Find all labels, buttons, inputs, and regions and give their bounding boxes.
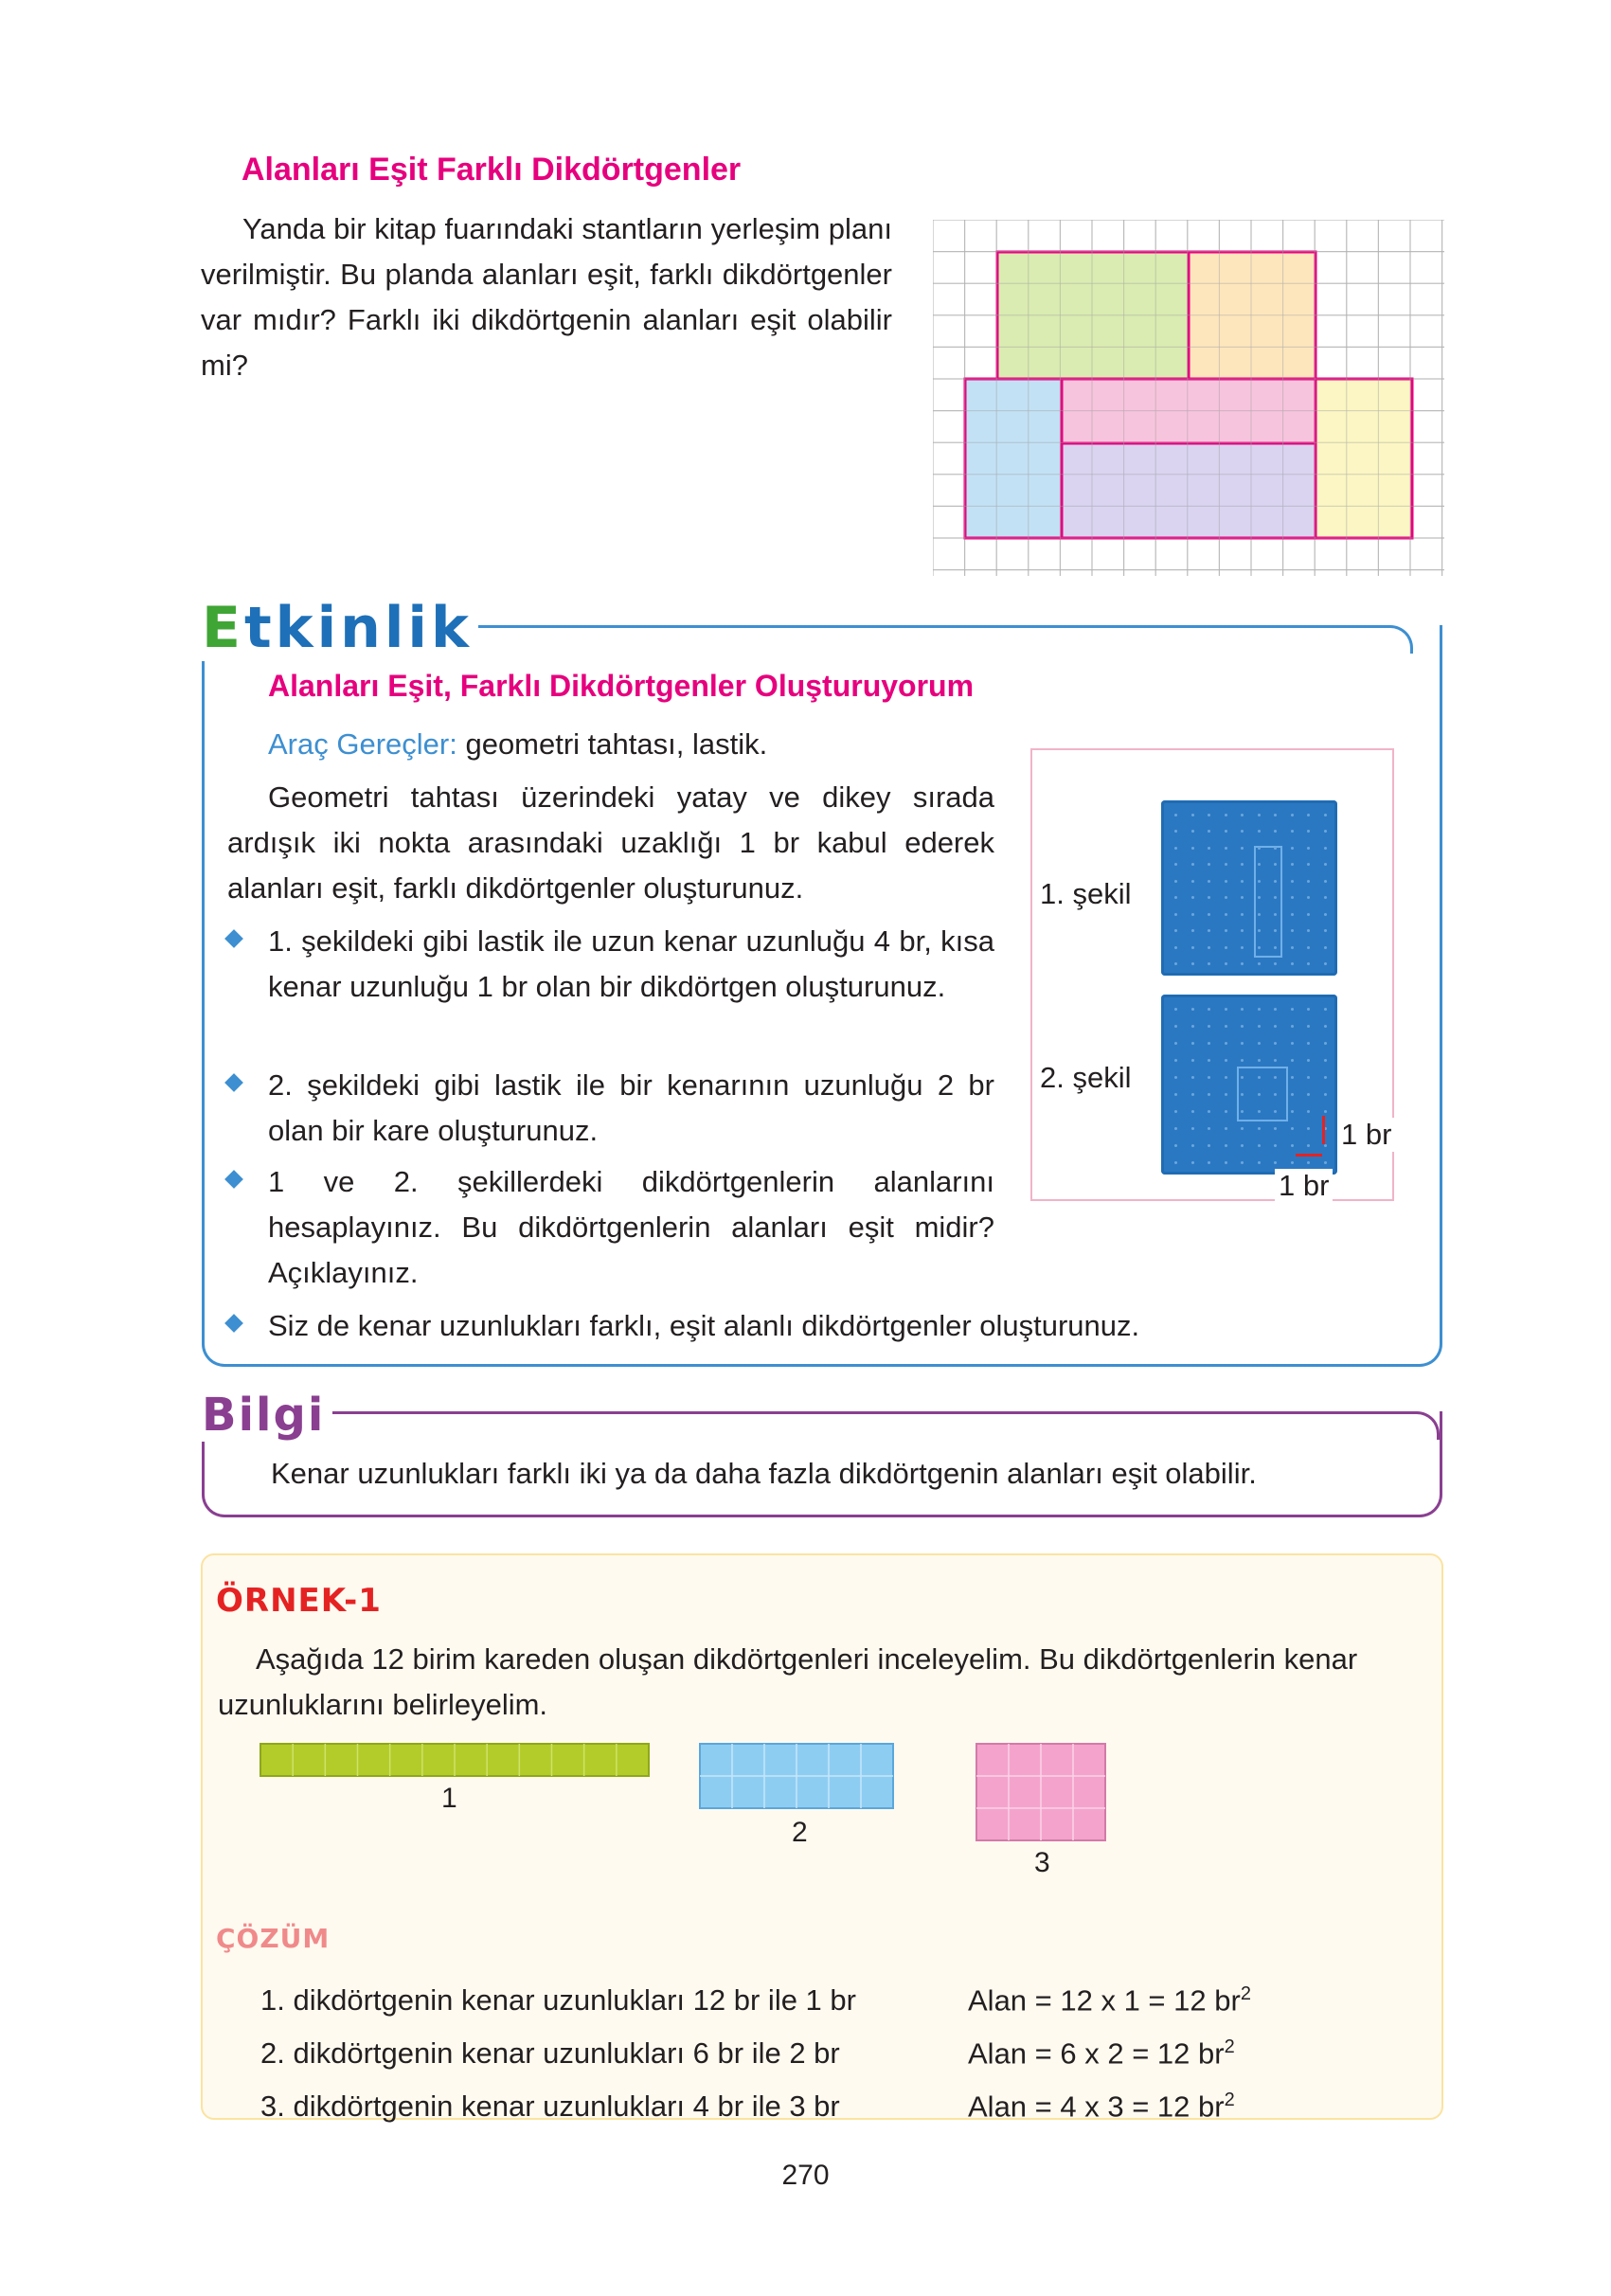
- peg: [1307, 896, 1310, 899]
- solution-text-1: 1. dikdörtgenin kenar uzunlukları 12 br ile 1 br: [260, 1983, 856, 2017]
- peg: [1307, 847, 1310, 850]
- peg: [1225, 814, 1227, 816]
- peg: [1258, 847, 1261, 850]
- peg: [1174, 896, 1177, 899]
- peg: [1191, 1025, 1194, 1028]
- peg: [1191, 913, 1194, 916]
- peg: [1291, 913, 1294, 916]
- peg: [1274, 1042, 1277, 1045]
- peg: [1225, 1059, 1227, 1062]
- peg: [1324, 830, 1327, 833]
- peg: [1174, 929, 1177, 932]
- peg: [1324, 1042, 1327, 1045]
- solution-text-2: 2. dikdörtgenin kenar uzunlukları 6 br ile 2 br: [260, 2036, 840, 2070]
- etkinlik-title: Alanları Eşit, Farklı Dikdörtgenler Oluşturuyorum: [268, 669, 975, 703]
- peg: [1291, 962, 1294, 965]
- peg: [1241, 1127, 1244, 1130]
- peg: [1174, 913, 1177, 916]
- peg: [1241, 1008, 1244, 1011]
- peg: [1324, 847, 1327, 850]
- peg: [1307, 1110, 1310, 1113]
- peg: [1191, 1008, 1194, 1011]
- peg: [1174, 814, 1177, 816]
- peg: [1208, 1093, 1210, 1096]
- peg: [1241, 1059, 1244, 1062]
- peg: [1258, 1161, 1261, 1164]
- peg: [1208, 863, 1210, 866]
- peg: [1208, 1127, 1210, 1130]
- peg: [1307, 913, 1310, 916]
- peg: [1307, 1059, 1310, 1062]
- peg: [1258, 830, 1261, 833]
- etkinlik-paragraph: [227, 775, 994, 911]
- peg: [1324, 1076, 1327, 1079]
- page-number: 270: [781, 2160, 830, 2191]
- peg: [1191, 962, 1194, 965]
- peg: [1307, 1093, 1310, 1096]
- unit-label-right: 1 br: [1337, 1118, 1395, 1152]
- ornek-title: ÖRNEK-1: [216, 1582, 382, 1620]
- bullet-text: 2. şekildeki gibi lastik ile bir kenarının uzunluğu 2 br olan bir kare oluşturunuz.: [268, 1068, 994, 1147]
- peg: [1225, 962, 1227, 965]
- peg: [1174, 1093, 1177, 1096]
- peg: [1225, 896, 1227, 899]
- fair-floor-plan: [933, 220, 1444, 576]
- rectangle-6x2: [699, 1743, 894, 1809]
- peg: [1291, 1042, 1294, 1045]
- peg: [1241, 929, 1244, 932]
- peg: [1258, 1110, 1261, 1113]
- peg: [1324, 1008, 1327, 1011]
- peg: [1324, 1110, 1327, 1113]
- geoboard-1: [1161, 800, 1337, 976]
- peg: [1225, 1110, 1227, 1113]
- solution-area-3: Alan = 4 x 3 = 12 $br^2$: [968, 2090, 1235, 2124]
- bullet-item-3: [227, 1159, 994, 1296]
- rect-label-1: 1: [441, 1783, 457, 1814]
- intro-paragraph: [201, 206, 892, 388]
- peg: [1225, 1144, 1227, 1147]
- peg: [1241, 1161, 1244, 1164]
- peg: [1258, 1042, 1261, 1045]
- peg: [1258, 946, 1261, 949]
- peg: [1258, 1076, 1261, 1079]
- peg: [1225, 1093, 1227, 1096]
- peg: [1241, 880, 1244, 883]
- peg: [1291, 814, 1294, 816]
- peg: [1307, 1127, 1310, 1130]
- peg: [1225, 1025, 1227, 1028]
- peg: [1274, 962, 1277, 965]
- peg: [1291, 1059, 1294, 1062]
- peg: [1291, 1076, 1294, 1079]
- peg: [1225, 1076, 1227, 1079]
- peg: [1324, 1144, 1327, 1147]
- tools-line: [268, 722, 767, 767]
- ornek-paragraph: [218, 1637, 1430, 1728]
- diamond-bullet-icon: [224, 1073, 243, 1092]
- bullet-text: 1. şekildeki gibi lastik ile uzun kenar uzunluğu 4 br, kısa kenar uzunluğu 1 br olan bir dikdörtgen oluşturunuz.: [268, 924, 994, 1003]
- intro-text: Yanda bir kitap fuarındaki stantların yerleşim planı verilmiştir. Bu planda alanları eşit, farklı dikdörtgenler var mıdır? Farklı iki dikdörtgenin alanları eşit olabilir mi?: [201, 212, 892, 382]
- peg: [1258, 929, 1261, 932]
- peg: [1274, 1059, 1277, 1062]
- peg: [1208, 880, 1210, 883]
- peg: [1174, 1144, 1177, 1147]
- stand-lavender: [1062, 443, 1316, 538]
- peg: [1208, 1161, 1210, 1164]
- peg: [1258, 1059, 1261, 1062]
- peg: [1241, 1042, 1244, 1045]
- diamond-bullet-icon: [224, 929, 243, 948]
- peg: [1291, 1144, 1294, 1147]
- peg: [1208, 1144, 1210, 1147]
- solution-text-3: 3. dikdörtgenin kenar uzunlukları 4 br ile 3 br: [260, 2090, 840, 2123]
- peg: [1241, 830, 1244, 833]
- peg: [1324, 896, 1327, 899]
- peg: [1208, 1110, 1210, 1113]
- peg: [1291, 1025, 1294, 1028]
- peg: [1307, 1025, 1310, 1028]
- peg: [1174, 1161, 1177, 1164]
- peg: [1174, 847, 1177, 850]
- peg: [1174, 1042, 1177, 1045]
- peg: [1241, 847, 1244, 850]
- peg: [1307, 946, 1310, 949]
- peg: [1258, 962, 1261, 965]
- bullet-item-4: [227, 1303, 1364, 1349]
- peg: [1291, 847, 1294, 850]
- peg: [1208, 1008, 1210, 1011]
- peg: [1274, 1144, 1277, 1147]
- figure-2-label: 2. şekil: [1040, 1061, 1132, 1094]
- etkinlik-paragraph-text: Geometri tahtası üzerindeki yatay ve dikey sırada ardışık iki nokta arasındaki uzaklığı 1 br kabul ederek alanları eşit, farklı dikdörtgenler oluşturunuz.: [227, 780, 994, 905]
- peg: [1191, 1144, 1194, 1147]
- peg: [1274, 1008, 1277, 1011]
- peg: [1191, 814, 1194, 816]
- etkinlik-header-line: [438, 625, 1413, 654]
- peg: [1208, 929, 1210, 932]
- diamond-bullet-icon: [224, 1314, 243, 1333]
- stand-blue: [965, 379, 1062, 538]
- peg: [1225, 929, 1227, 932]
- peg: [1307, 814, 1310, 816]
- peg: [1324, 929, 1327, 932]
- peg: [1225, 863, 1227, 866]
- rubber-band-square: [1237, 1067, 1288, 1121]
- peg: [1174, 1008, 1177, 1011]
- peg: [1324, 1161, 1327, 1164]
- peg: [1324, 1059, 1327, 1062]
- peg: [1307, 830, 1310, 833]
- peg: [1225, 830, 1227, 833]
- peg: [1307, 929, 1310, 932]
- peg: [1208, 946, 1210, 949]
- peg: [1191, 1127, 1194, 1130]
- bullet-item-2: [227, 1063, 994, 1154]
- peg: [1191, 847, 1194, 850]
- peg: [1208, 962, 1210, 965]
- peg: [1307, 1008, 1310, 1011]
- peg: [1208, 1076, 1210, 1079]
- peg: [1191, 830, 1194, 833]
- rectangle-12x1: [260, 1743, 650, 1777]
- peg: [1291, 863, 1294, 866]
- peg: [1324, 1025, 1327, 1028]
- ornek-text: Aşağıda 12 birim kareden oluşan dikdörtgenleri inceleyelim. Bu dikdörtgenlerin kenar uzunluklarını belirleyelim.: [218, 1642, 1358, 1721]
- peg: [1324, 962, 1327, 965]
- peg: [1291, 1093, 1294, 1096]
- peg: [1174, 1059, 1177, 1062]
- peg: [1225, 946, 1227, 949]
- bullet-item-1: [227, 919, 994, 1010]
- peg: [1258, 880, 1261, 883]
- peg: [1258, 913, 1261, 916]
- peg: [1191, 1059, 1194, 1062]
- tools-label: Araç Gereçler:: [268, 727, 457, 761]
- peg: [1174, 1127, 1177, 1130]
- section-title: Alanları Eşit Farklı Dikdörtgenler: [242, 152, 742, 188]
- tools-value: geometri tahtası, lastik.: [456, 727, 768, 761]
- peg: [1241, 946, 1244, 949]
- peg: [1225, 847, 1227, 850]
- peg: [1191, 1110, 1194, 1113]
- bullet-text: Siz de kenar uzunlukları farklı, eşit alanlı dikdörtgenler oluşturunuz.: [268, 1309, 1140, 1342]
- peg: [1174, 1076, 1177, 1079]
- peg: [1274, 1025, 1277, 1028]
- peg: [1174, 830, 1177, 833]
- peg: [1291, 880, 1294, 883]
- cozum-heading: ÇÖZÜM: [216, 1923, 331, 1954]
- solution-area-2: Alan = 6 x 2 = 12 $br^2$: [968, 2036, 1235, 2071]
- peg: [1191, 929, 1194, 932]
- bilgi-text: Kenar uzunlukları farklı iki ya da daha fazla dikdörtgenin alanları eşit olabilir.: [271, 1457, 1257, 1490]
- peg: [1258, 1144, 1261, 1147]
- peg: [1208, 830, 1210, 833]
- peg: [1191, 1161, 1194, 1164]
- peg: [1174, 1110, 1177, 1113]
- peg: [1291, 946, 1294, 949]
- peg: [1324, 814, 1327, 816]
- geoboard-2: [1161, 995, 1337, 1175]
- peg: [1191, 1093, 1194, 1096]
- peg: [1291, 1110, 1294, 1113]
- peg: [1208, 1042, 1210, 1045]
- peg: [1324, 1093, 1327, 1096]
- peg: [1258, 814, 1261, 816]
- peg: [1174, 1025, 1177, 1028]
- peg: [1307, 863, 1310, 866]
- peg: [1241, 962, 1244, 965]
- peg: [1208, 847, 1210, 850]
- peg: [1274, 1161, 1277, 1164]
- peg: [1307, 1144, 1310, 1147]
- peg: [1291, 929, 1294, 932]
- peg: [1291, 830, 1294, 833]
- peg: [1191, 880, 1194, 883]
- peg: [1307, 880, 1310, 883]
- peg: [1324, 880, 1327, 883]
- rectangle-4x3: [976, 1743, 1106, 1841]
- peg: [1241, 913, 1244, 916]
- peg: [1208, 814, 1210, 816]
- peg: [1208, 896, 1210, 899]
- peg: [1241, 896, 1244, 899]
- peg: [1307, 1161, 1310, 1164]
- peg: [1191, 1042, 1194, 1045]
- peg: [1274, 946, 1277, 949]
- peg: [1191, 863, 1194, 866]
- figure-1-label: 1. şekil: [1040, 877, 1132, 910]
- bilgi-header-line: [331, 1411, 1440, 1440]
- peg: [1191, 1076, 1194, 1079]
- peg: [1241, 863, 1244, 866]
- peg: [1241, 814, 1244, 816]
- rect-label-2: 2: [792, 1817, 808, 1848]
- peg: [1225, 1127, 1227, 1130]
- peg: [1274, 1127, 1277, 1130]
- peg: [1274, 814, 1277, 816]
- peg: [1174, 962, 1177, 965]
- peg: [1174, 863, 1177, 866]
- peg: [1225, 1008, 1227, 1011]
- unit-marker-horizontal: [1296, 1154, 1322, 1157]
- stand-yellow: [1316, 379, 1412, 538]
- peg: [1174, 946, 1177, 949]
- peg: [1258, 1093, 1261, 1096]
- peg: [1324, 946, 1327, 949]
- peg: [1258, 1025, 1261, 1028]
- unit-marker-vertical: [1322, 1116, 1325, 1144]
- bilgi-logo: Bilgi: [202, 1389, 332, 1442]
- peg: [1324, 913, 1327, 916]
- peg: [1225, 913, 1227, 916]
- bullet-text: 1 ve 2. şekillerdeki dikdörtgenlerin alanlarını hesaplayınız. Bu dikdörtgenlerin alanları eşit midir? Açıklayınız.: [268, 1165, 994, 1289]
- rect-label-3: 3: [1034, 1847, 1050, 1878]
- etkinlik-logo: Etkinlik: [202, 595, 478, 661]
- peg: [1241, 1144, 1244, 1147]
- peg: [1324, 863, 1327, 866]
- peg: [1191, 896, 1194, 899]
- peg: [1191, 946, 1194, 949]
- peg: [1291, 1008, 1294, 1011]
- peg: [1225, 1042, 1227, 1045]
- peg: [1291, 1127, 1294, 1130]
- peg: [1208, 913, 1210, 916]
- peg: [1174, 880, 1177, 883]
- peg: [1307, 1076, 1310, 1079]
- peg: [1258, 1127, 1261, 1130]
- peg: [1241, 1025, 1244, 1028]
- peg: [1208, 1059, 1210, 1062]
- unit-label-bottom: 1 br: [1275, 1169, 1333, 1203]
- peg: [1274, 830, 1277, 833]
- peg: [1307, 962, 1310, 965]
- peg: [1225, 880, 1227, 883]
- peg: [1307, 1042, 1310, 1045]
- solution-area-1: Alan = 12 x 1 = 12 $br^2$: [968, 1983, 1251, 2018]
- peg: [1208, 1025, 1210, 1028]
- peg: [1258, 1008, 1261, 1011]
- peg: [1291, 896, 1294, 899]
- peg: [1291, 1161, 1294, 1164]
- peg: [1225, 1161, 1227, 1164]
- diamond-bullet-icon: [224, 1170, 243, 1189]
